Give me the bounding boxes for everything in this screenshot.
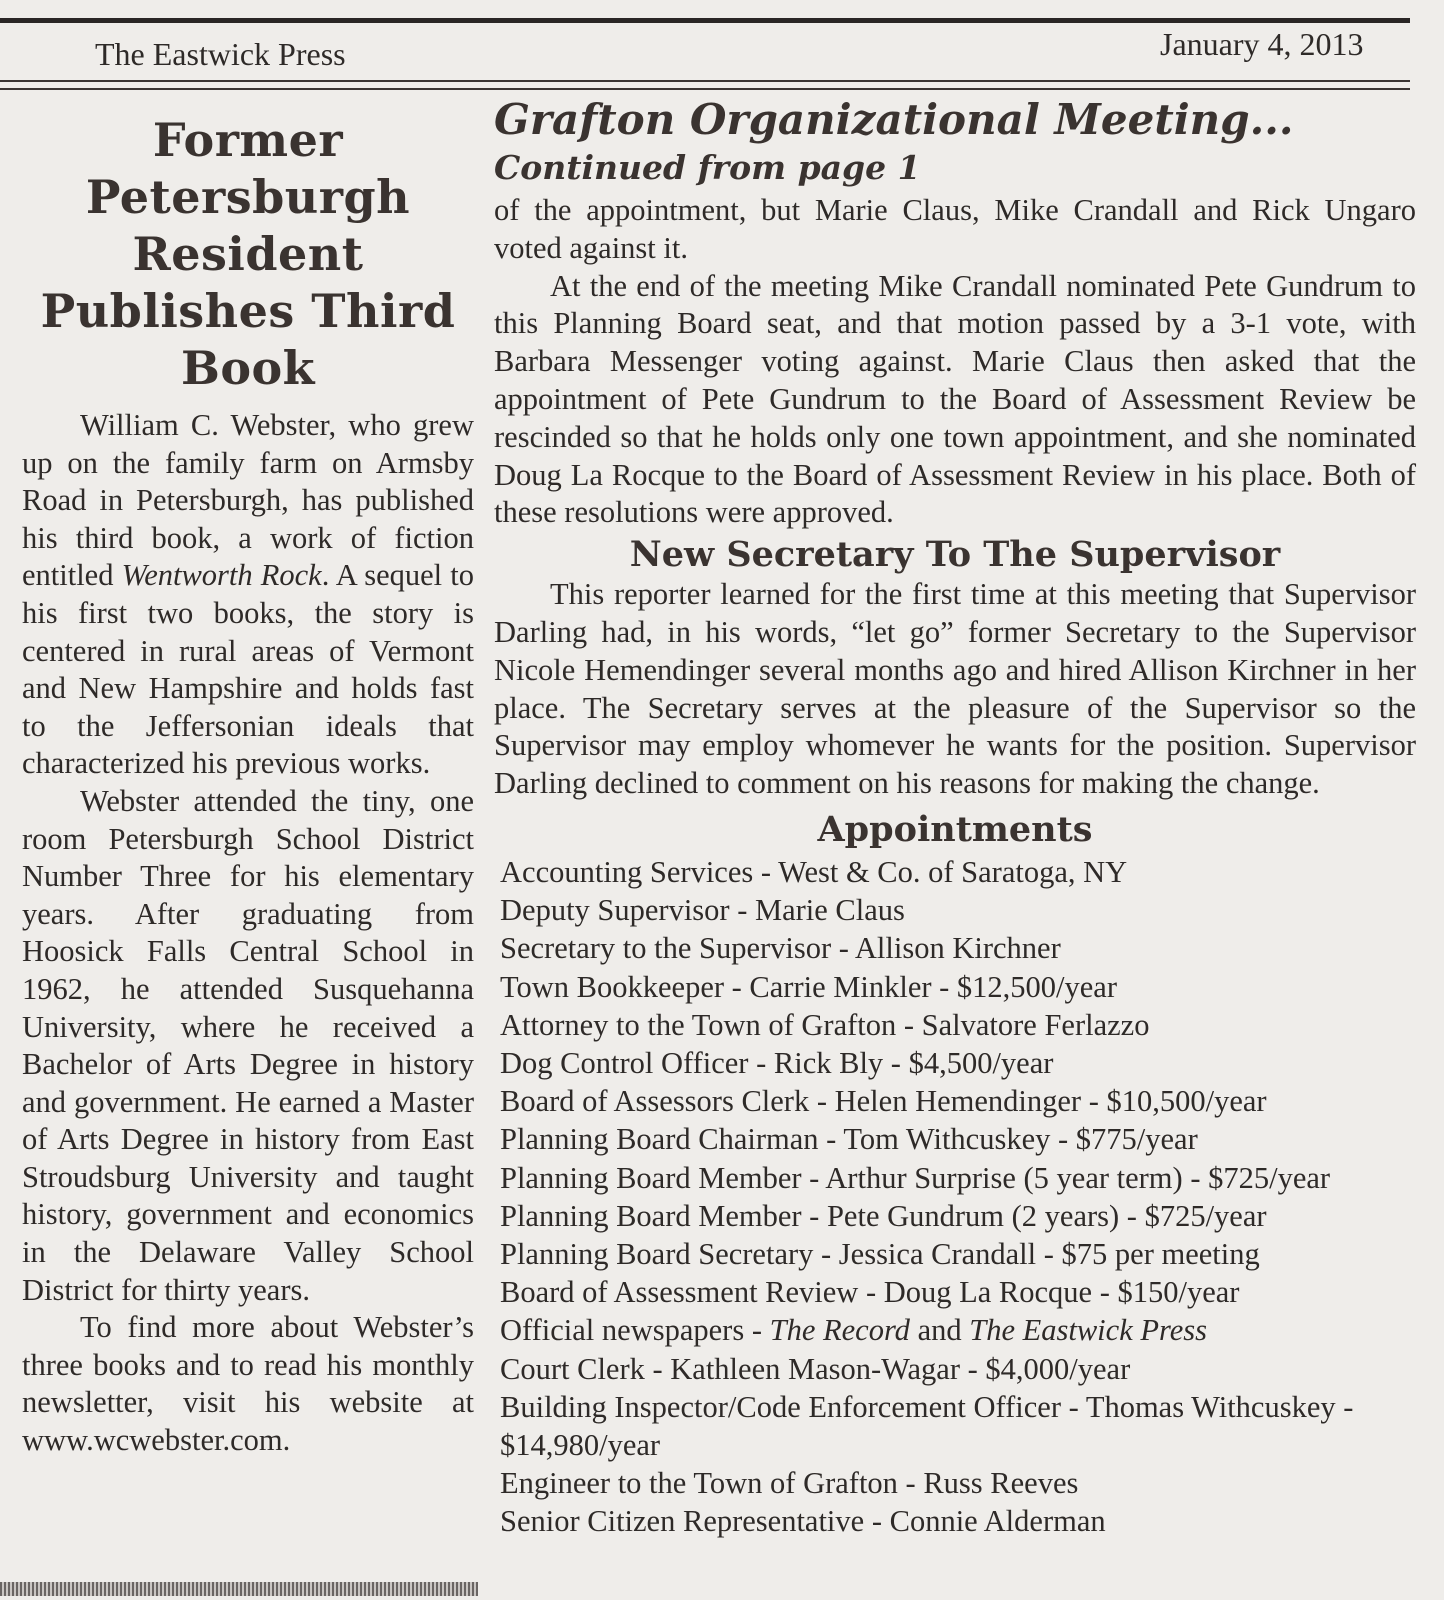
- list-item: Secretary to the Supervisor - Allison Kirchner: [500, 931, 1061, 966]
- right-paragraph-2: At the end of the meeting Mike Crandall nominated Pete Gundrum to this Planning Board seat, and that motion passed by a 3-1 vote, with Barbara Messenger voting against. Marie Claus then asked that the appointment of Pete Gundrum to the Board of Assessment Review be rescinded so that he holds only one town appointment, and she nominated Doug La Rocque to the Board of Assessment Review in his place. Both of these resolutions were approved.: [494, 268, 1416, 530]
- continued-line: Continued from page 1: [494, 148, 921, 187]
- bottom-border: [0, 1582, 478, 1596]
- list-item: Court Clerk - Kathleen Mason-Wagar - $4,000/year: [500, 1351, 1131, 1386]
- masthead-rule: [0, 80, 1410, 82]
- list-item: Engineer to the Town of Grafton - Russ Reeves: [500, 1466, 1079, 1501]
- list-item: Building Inspector/Code Enforcement Officer - Thomas Withcuskey - $14,980/year: [500, 1389, 1354, 1462]
- left-p1-text: William C. Webster, who grew up on the family farm on Armsby Road in Petersburgh, has published his third book, a work of fiction entitled: [22, 408, 474, 593]
- secretary-subhead: New Secretary To The Supervisor: [629, 534, 1281, 576]
- left-paragraph-1: [22, 407, 474, 783]
- left-paragraph-2: Webster attended the tiny, one room Petersburgh School District Number Three for his elementary years. After graduating from Hoosick Falls Central School in 1962, he attended Susquehanna University, where he received a Bachelor of Arts Degree in history and government. He earned a Master of Arts Degree in history from East Stroudsburg University and taught history, government and economics in the Delaware Valley School District for thirty years.: [22, 783, 474, 1307]
- right-headline: Grafton Organizational Meeting...: [494, 95, 1294, 144]
- list-item: Accounting Services - West & Co. of Saratoga, NY: [500, 854, 1128, 889]
- list-item: Planning Board Member - Pete Gundrum (2 years) - $725/year: [500, 1198, 1267, 1233]
- appointments-subhead: Appointments: [817, 808, 1093, 850]
- right-paragraph-1: of the appointment, but Marie Claus, Mike Crandall and Rick Ungaro voted against it.: [494, 193, 1416, 265]
- appointments-list: [500, 853, 1416, 1541]
- list-item: Planning Board Secretary - Jessica Crandall - $75 per meeting: [500, 1236, 1260, 1271]
- list-item: Senior Citizen Representative - Connie Alderman: [500, 1504, 1106, 1539]
- issue-date: January 4, 2013: [1160, 26, 1364, 62]
- list-item: Board of Assessors Clerk - Helen Hemendinger - $10,500/year: [500, 1084, 1267, 1119]
- masthead-rule-lower: [0, 88, 1410, 90]
- left-headline: Former Petersburgh Resident Publishes Third Book: [40, 113, 456, 395]
- right-paragraph-3: This reporter learned for the first time at this meeting that Supervisor Darling had, in his words, “let go” former Secretary to the Supervisor Nicole Hemendinger several months ago and hired Allison Kirchner in her place. The Secretary serves at the pleasure of the Supervisor so the Supervisor may employ whomever he wants for the position. Supervisor Darling declined to comment on his reasons for making the change.: [494, 577, 1416, 801]
- newspaper-2: The Eastwick Press: [969, 1313, 1207, 1348]
- list-item: Board of Assessment Review - Doug La Rocque - $150/year: [500, 1275, 1240, 1310]
- left-paragraph-3: To find more about Webster’s three books and to read his monthly newsletter, visit his website at www.wcwebster.com.: [22, 1310, 474, 1458]
- list-item: Dog Control Officer - Rick Bly - $4,500/year: [500, 1045, 1054, 1080]
- right-article: [494, 94, 1416, 1541]
- list-item: Planning Board Chairman - Tom Withcuskey - $775/year: [500, 1122, 1198, 1157]
- list-item: Attorney to the Town of Grafton - Salvatore Ferlazzo: [500, 1007, 1150, 1042]
- list-item: Town Bookkeeper - Carrie Minkler - $12,500/year: [500, 969, 1117, 1004]
- left-article: [22, 112, 474, 1460]
- newspapers-prefix: Official newspapers -: [500, 1313, 770, 1348]
- book-title: Wentworth Rock: [121, 558, 322, 593]
- left-p1-rest: . A sequel to his first two books, the story is centered in rural areas of Vermont and New Hampshire and holds fast to the Jeffersonian ideals that characterized his previous works.: [22, 558, 474, 781]
- paper-name: The Eastwick Press: [95, 36, 346, 72]
- newspapers-joiner: and: [909, 1313, 970, 1348]
- list-item: Planning Board Member - Arthur Surprise (5 year term) - $725/year: [500, 1160, 1331, 1195]
- top-rule: [0, 18, 1410, 23]
- list-item: Deputy Supervisor - Marie Claus: [500, 893, 905, 928]
- list-item-official-newspapers: [500, 1311, 1416, 1349]
- newspaper-1: The Record: [769, 1313, 910, 1348]
